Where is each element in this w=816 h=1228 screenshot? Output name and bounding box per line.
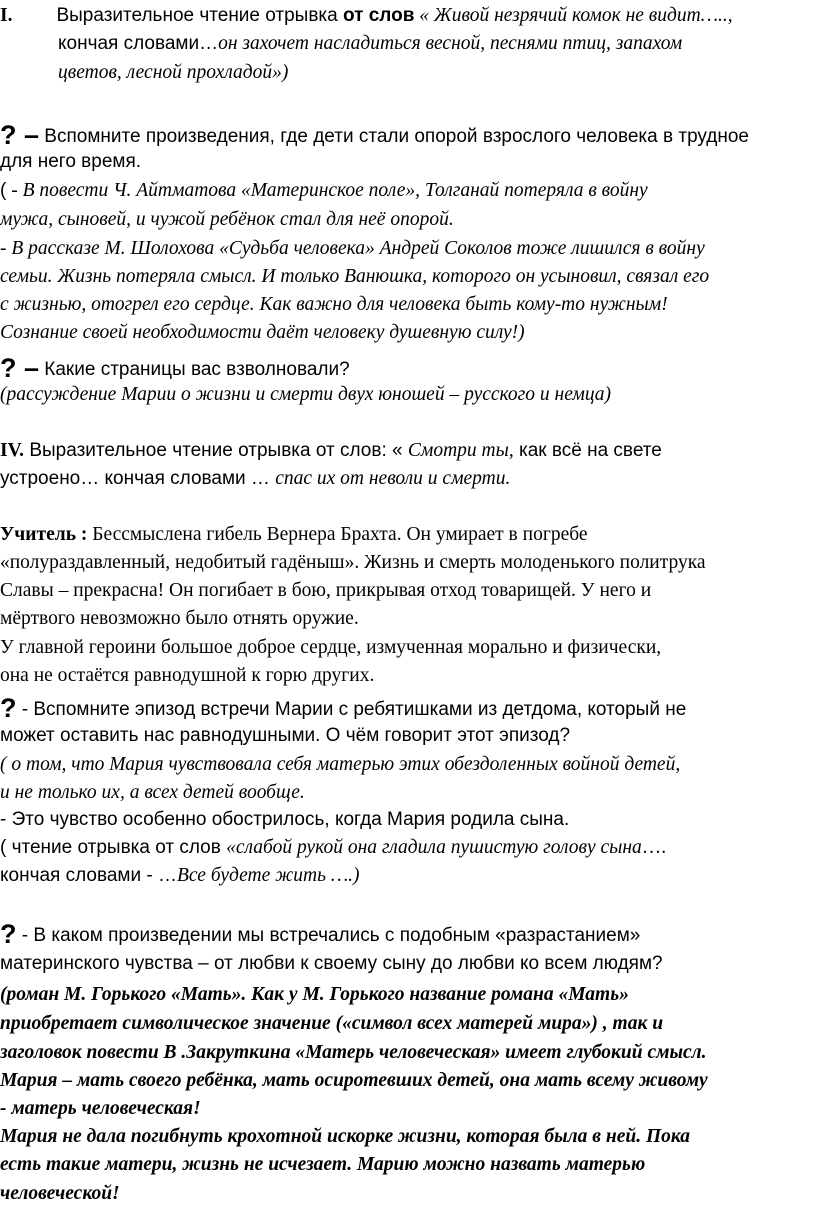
- answer-4-line-3: заголовок повести В .Закруткина «Матерь человеческая» имеет глубокий смысл.: [0, 1042, 707, 1063]
- question-1-line-2: для него время.: [0, 151, 142, 172]
- answer-4-line-7: есть такие матери, жизнь не исчезает. Марию можно назвать матерью: [0, 1154, 646, 1175]
- teacher-line-1: Учитель : Бессмыслена гибель Вернера Брахта. Он умирает в погребе: [0, 524, 588, 545]
- answer-2-line-2: семьи. Жизнь потеряла смысл. И только Ванюшка, которого он усыновил, связал его: [0, 266, 710, 287]
- question-4-line-2: материнского чувства – от любви к своему сыну до любви ко всем людям?: [0, 953, 663, 974]
- answer-4-line-2: приобретает символическое значение («символ всех матерей мира») , так и: [0, 1013, 664, 1034]
- question-3: ? - Вспомните эпизод встречи Марии с ребятишками из детдома, который не: [0, 693, 687, 723]
- teacher-label: Учитель :: [0, 524, 88, 545]
- question-2: ? – Какие страницы вас взволновали?: [0, 353, 350, 383]
- teacher-paragraph-2-line-2: она не остаётся равнодушной к горю других.: [0, 665, 375, 686]
- section-1-line-1: I. Выразительное чтение отрывка от слов « Живой незрячий комок не видит…..,: [0, 5, 733, 26]
- section-1-line-3: цветов, лесной прохладой»): [58, 62, 289, 83]
- answer-2-line-4: Сознание своей необходимости даёт человеку душевную силу!): [0, 322, 525, 343]
- answer-3-line-1: ( о том, что Мария чувствовала себя матерью этих обездоленных войной детей,: [0, 754, 681, 775]
- question-mark: ? –: [0, 353, 40, 383]
- question-mark: ?: [0, 919, 17, 949]
- answer-2-line-1: - В рассказе М. Шолохова «Судьба человека» Андрей Соколов тоже лишился в войну: [0, 238, 705, 259]
- answer-3-line-2: и не только их, а всех детей вообще.: [0, 782, 305, 803]
- reading-line-1: ( чтение отрывка от слов «слабой рукой она гладила пушистую голову сына….: [0, 837, 667, 858]
- teacher-line-2: «полураздавленный, недобитый гадёныш». Жизнь и смерть молоденького политрука: [0, 552, 706, 573]
- section-4-line-1: IV. Выразительное чтение отрывка от слов: « Смотри ты, как всё на свете: [0, 440, 662, 461]
- section-4-number: IV.: [0, 440, 25, 461]
- question-1: ? – Вспомните произведения, где дети стали опорой взрослого человека в трудное: [0, 120, 750, 150]
- answer-2-line-3: с жизнью, отогрел его сердце. Как важно для человека быть кому-то нужным!: [0, 294, 668, 315]
- answer-4-line-5: - матерь человеческая!: [0, 1098, 201, 1119]
- section-1-line-2: кончая словами…он захочет насладиться весной, песнями птиц, запахом: [58, 33, 683, 54]
- answer-1-line-1: ( - В повести Ч. Айтматова «Материнское поле», Толганай потеряла в войну: [0, 180, 648, 201]
- answer-4-line-4: Мария – мать своего ребёнка, мать осиротевших детей, она мать всему живому: [0, 1070, 708, 1091]
- question-mark: ?: [0, 693, 17, 723]
- reading-line-2: кончая словами - …Все будете жить ….): [0, 865, 360, 886]
- teacher-line-4: мёртвого невозможно было отнять оружие.: [0, 608, 359, 629]
- section-1-number: I.: [0, 5, 13, 26]
- teacher-line-3: Славы – прекрасна! Он погибает в бою, прикрывая отход товарищей. У него и: [0, 580, 652, 601]
- note-line: - Это чувство особенно обострилось, когда Мария родила сына.: [0, 809, 570, 830]
- question-mark: ? –: [0, 120, 40, 150]
- section-4-line-2: устроено… кончая словами … спас их от неволи и смерти.: [0, 468, 511, 489]
- answer-4-line-6: Мария не дала погибнуть крохотной искорке жизни, которая была в ней. Пока: [0, 1126, 691, 1147]
- answer-1-line-2: мужа, сыновей, и чужой ребёнок стал для неё опорой.: [0, 209, 454, 230]
- teacher-paragraph-2-line-1: У главной героини большое доброе сердце, измученная морально и физически,: [0, 637, 662, 658]
- answer-question-2: (рассуждение Марии о жизни и смерти двух юношей – русского и немца): [0, 384, 612, 405]
- answer-4-line-8: человеческой!: [0, 1183, 120, 1204]
- answer-4-line-1: (роман М. Горького «Мать». Как у М. Горького название романа «Мать»: [0, 984, 629, 1005]
- question-4: ? - В каком произведении мы встречались с подобным «разрастанием»: [0, 919, 641, 949]
- question-3-line-2: может оставить нас равнодушными. О чём говорит этот эпизод?: [0, 725, 571, 746]
